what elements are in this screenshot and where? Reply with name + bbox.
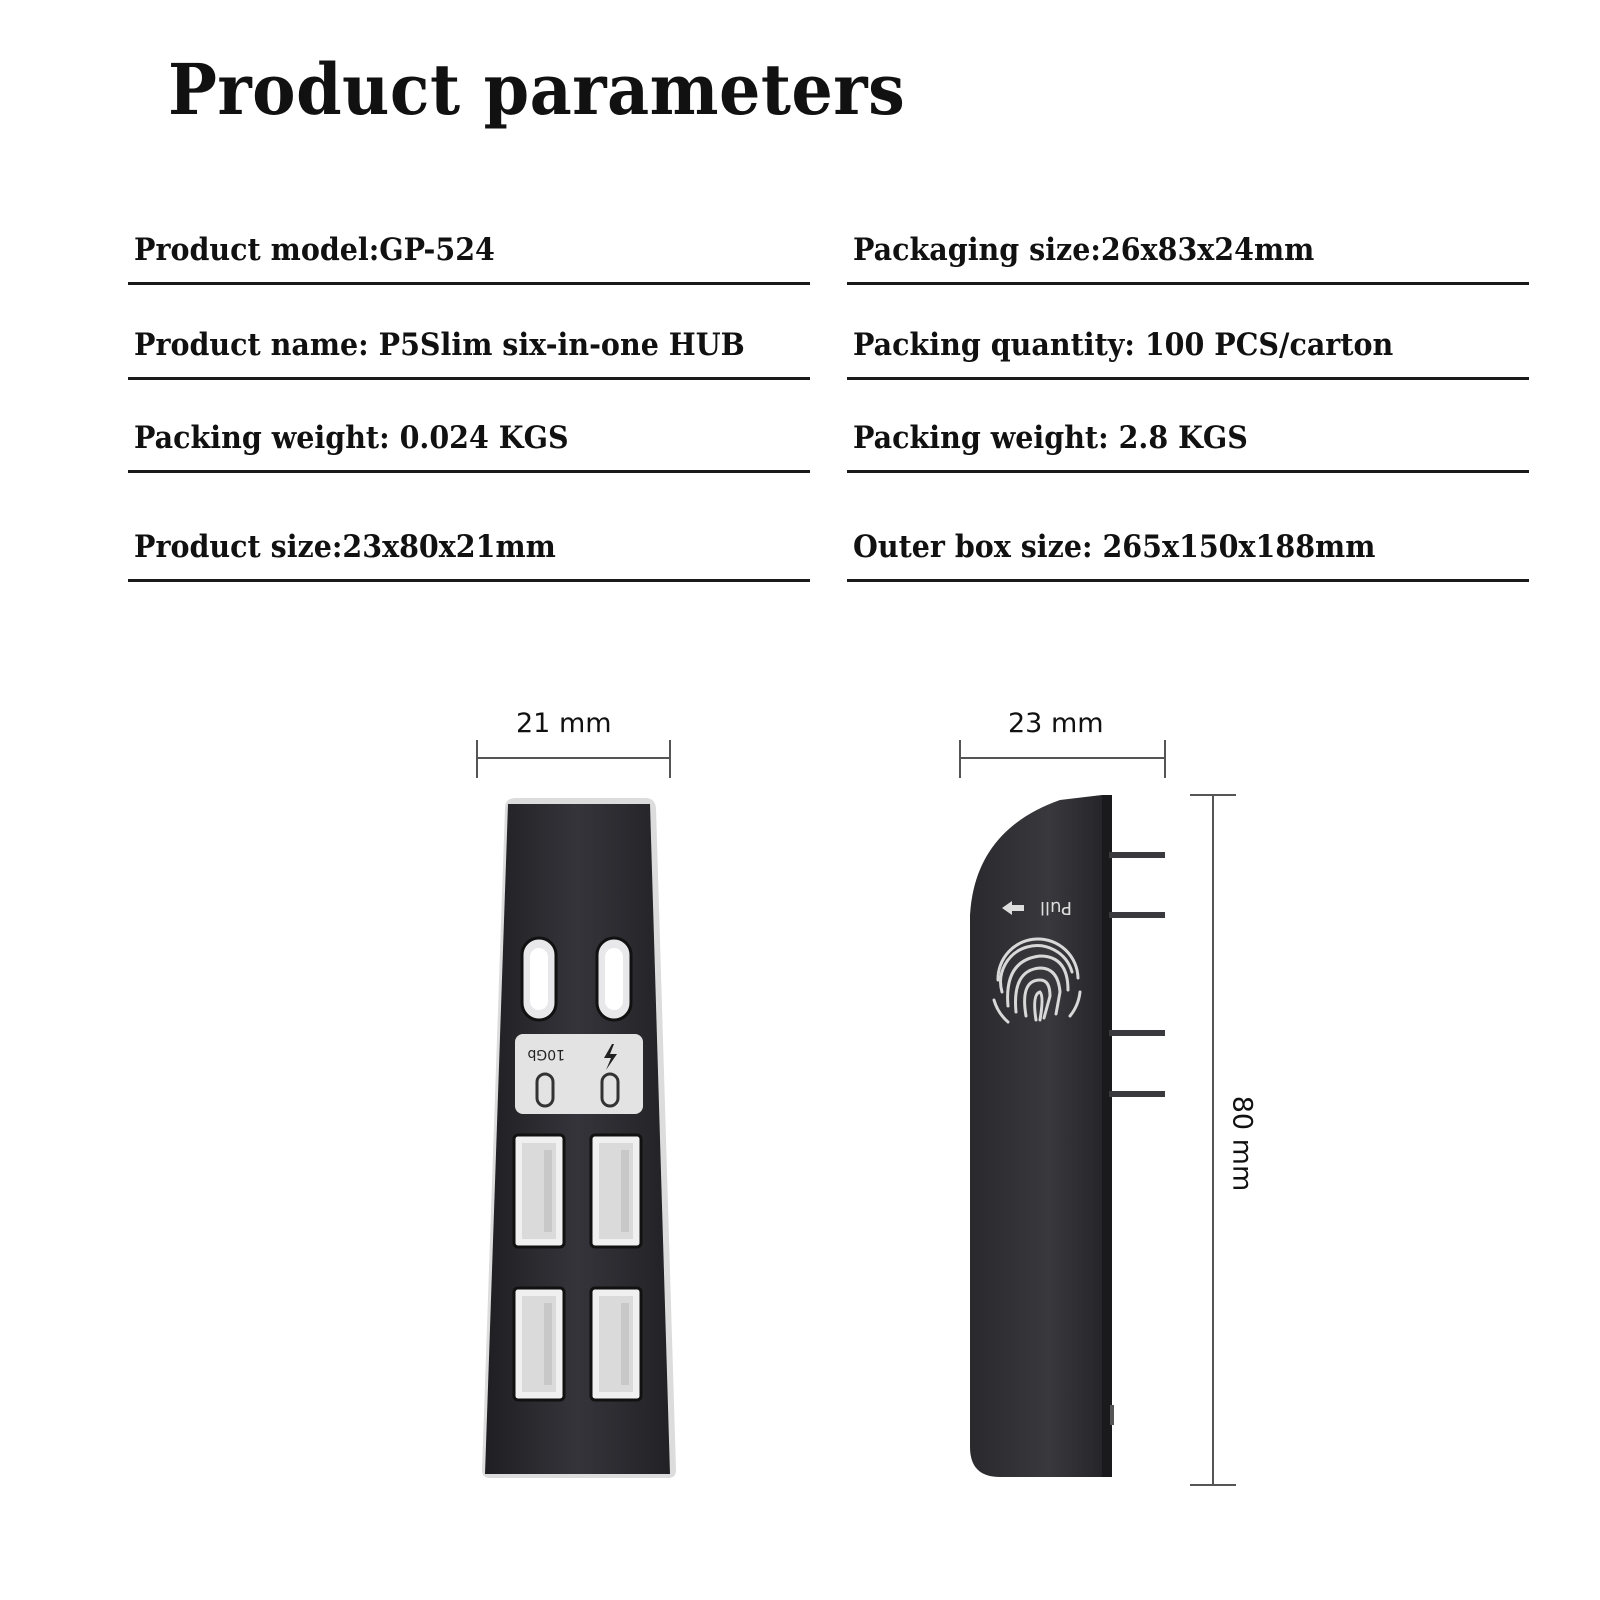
hub-front-view: [482, 798, 676, 1478]
mounting-prong: [1112, 855, 1162, 1094]
side-width-label: 23 mm: [1008, 708, 1104, 739]
page-title: Product parameters: [168, 48, 906, 131]
front-width-dimension: [477, 740, 670, 778]
spec-product-model: Product model:GP-524: [128, 212, 810, 285]
spec-carton-weight: Packing weight: 2.8 KGS: [847, 400, 1529, 473]
height-label: 80 mm: [1226, 1095, 1258, 1192]
port-label-10gb: 10Gb: [527, 1046, 565, 1062]
height-dimension: [1190, 795, 1236, 1485]
spec-product-name: Product name: P5Slim six-in-one HUB: [128, 307, 810, 380]
usb-a-port: [514, 1288, 564, 1400]
spec-product-size: Product size:23x80x21mm: [128, 509, 810, 582]
usb-a-port: [591, 1135, 641, 1247]
usb-a-port: [591, 1288, 641, 1400]
spec-packing-weight: Packing weight: 0.024 KGS: [128, 400, 810, 473]
spec-outer-box-size: Outer box size: 265x150x188mm: [847, 509, 1529, 582]
spec-packing-quantity: Packing quantity: 100 PCS/carton: [847, 307, 1529, 380]
front-width-label: 21 mm: [516, 708, 612, 739]
usb-a-port: [514, 1135, 564, 1247]
side-width-dimension: [960, 740, 1165, 778]
hub-side-view: [970, 795, 1162, 1477]
spec-packaging-size: Packaging size:26x83x24mm: [847, 212, 1529, 285]
pull-label: Pull: [1040, 897, 1072, 918]
usb-c-panel: [515, 1034, 643, 1114]
